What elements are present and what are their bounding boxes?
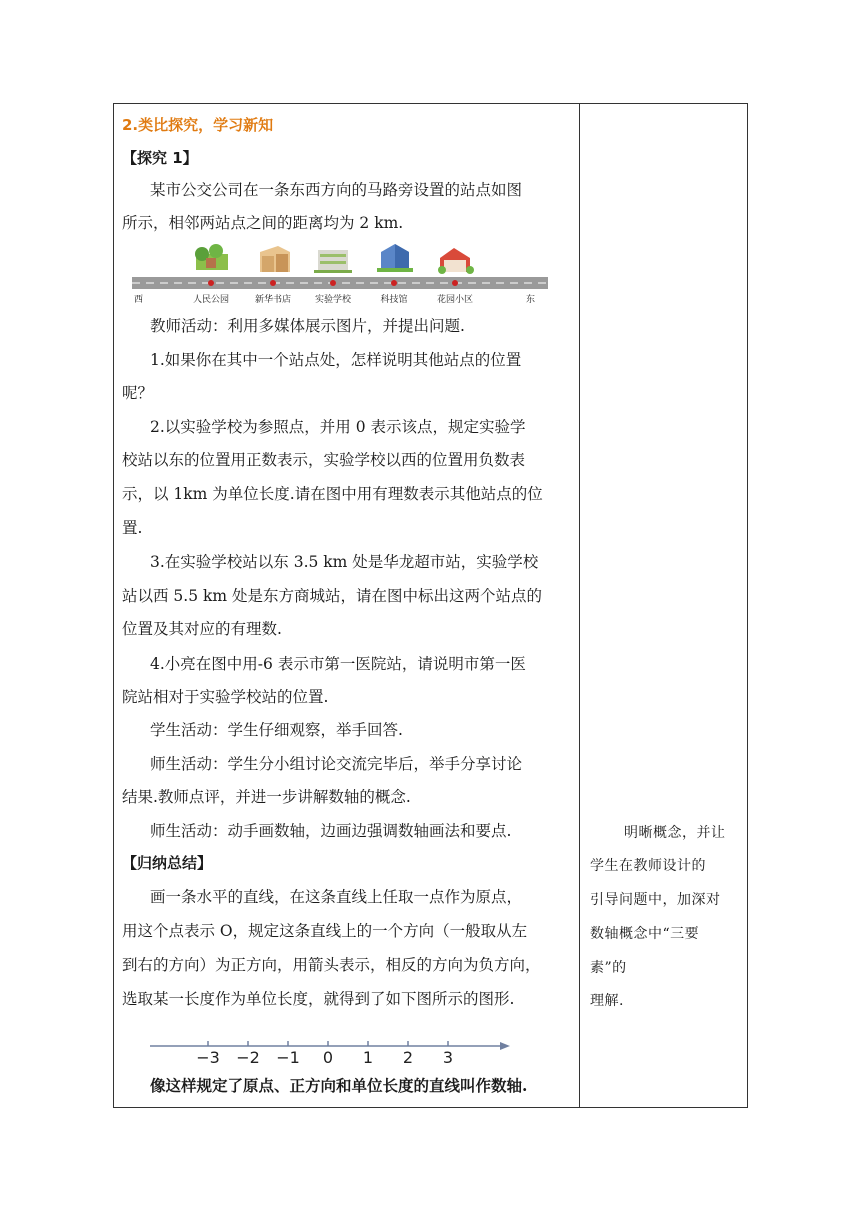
number-line-figure <box>150 1032 512 1066</box>
station-marker <box>452 280 458 286</box>
west-label: 西 <box>134 295 144 305</box>
summary-line: 画一条水平的直线，在这条直线上任取一点作为原点， <box>150 888 523 906</box>
station-label: 实验学校 <box>314 295 352 305</box>
teacher-activity: 教师活动：利用多媒体展示图片，并提出问题. <box>150 317 465 335</box>
intro-line: 所示，相邻两站点之间的距离均为 2 km. <box>122 214 404 232</box>
question-1-line: 1.如果你在其中一个站点处，怎样说明其他站点的位置 <box>150 351 522 369</box>
summary-line: 选取某一长度作为单位长度，就得到了如下图所示的图形. <box>122 990 515 1008</box>
section-title: 2.类比探究，学习新知 <box>122 116 274 134</box>
station-label: 花园小区 <box>436 295 474 305</box>
lesson-table <box>113 103 748 1108</box>
intro-line: 某市公交公司在一条东西方向的马路旁设置的站点如图 <box>150 181 523 199</box>
station-label: 新华书店 <box>254 295 292 305</box>
tick-label: −2 <box>236 1048 260 1066</box>
summary-line: 用这个点表示 O，规定这条直线上的一个方向（一般取从左 <box>122 922 528 940</box>
question-1-line: 呢？ <box>122 384 154 402</box>
east-label: 东 <box>526 295 536 305</box>
explore-heading: 【探究 1】 <box>122 149 198 167</box>
station-marker <box>208 280 214 286</box>
station-marker <box>391 280 397 286</box>
arrow-icon <box>500 1042 510 1050</box>
tick-label: 0 <box>322 1048 334 1066</box>
group-activity-line: 师生活动：学生分小组讨论交流完毕后，举手分享讨论 <box>150 755 523 773</box>
question-2-line: 2.以实验学校为参照点，并用 0 表示该点，规定实验学 <box>150 418 526 436</box>
design-note-line: 素”的 <box>590 960 627 976</box>
station-marker <box>270 280 276 286</box>
garden-community-icon <box>438 248 474 274</box>
group-activity-line: 结果.教师点评，并进一步讲解数轴的概念. <box>122 788 411 806</box>
design-note-line: 引导问题中，加深对 <box>590 892 721 908</box>
tick-label: 2 <box>402 1048 414 1066</box>
summary-line: 到右的方向）为正方向，用箭头表示，相反的方向为负方向， <box>122 956 541 974</box>
question-2-line: 置. <box>122 519 143 537</box>
question-3-line: 站以西 5.5 km 处是东方商城站，请在图中标出这两个站点的 <box>122 587 543 605</box>
question-2-line: 校站以东的位置用正数表示，实验学校以西的位置用负数表 <box>122 451 526 469</box>
design-note-line: 明晰概念，并让 <box>624 825 726 841</box>
conclusion: 像这样规定了原点、正方向和单位长度的直线叫作数轴. <box>150 1076 528 1095</box>
question-3-line: 3.在实验学校站以东 3.5 km 处是华龙超市站，实验学校 <box>150 553 539 571</box>
station-label: 科技馆 <box>380 295 408 305</box>
station-label: 人民公园 <box>192 295 230 305</box>
tick-label: 3 <box>442 1048 454 1066</box>
tech-museum-icon <box>377 244 413 272</box>
question-4-line: 院站相对于实验学校站的位置. <box>122 688 329 706</box>
design-note-line: 理解. <box>590 993 624 1009</box>
draw-activity: 师生活动：动手画数轴，边画边强调数轴画法和要点. <box>150 822 512 840</box>
question-4-line: 4.小亮在图中用-6 表示市第一医院站，请说明市第一医 <box>150 655 526 673</box>
tick-label: −1 <box>276 1048 300 1066</box>
student-activity: 学生活动：学生仔细观察，举手回答. <box>150 721 403 739</box>
bus-station-figure <box>132 242 548 306</box>
lesson-content-column <box>114 104 579 1107</box>
question-2-line: 示，以 1km 为单位长度.请在图中用有理数表示其他站点的位 <box>122 485 543 503</box>
bookstore-icon <box>260 246 290 272</box>
park-icon <box>195 244 228 270</box>
station-marker <box>330 280 336 286</box>
question-3-line: 位置及其对应的有理数. <box>122 620 282 638</box>
tick-label: −3 <box>196 1048 220 1066</box>
tick-label: 1 <box>362 1048 374 1066</box>
design-note-column <box>580 104 747 1107</box>
summary-heading: 【归纳总结】 <box>122 854 213 872</box>
design-note-line: 数轴概念中“三要 <box>590 926 700 942</box>
design-note-line: 学生在教师设计的 <box>590 858 706 874</box>
school-icon <box>314 250 352 273</box>
